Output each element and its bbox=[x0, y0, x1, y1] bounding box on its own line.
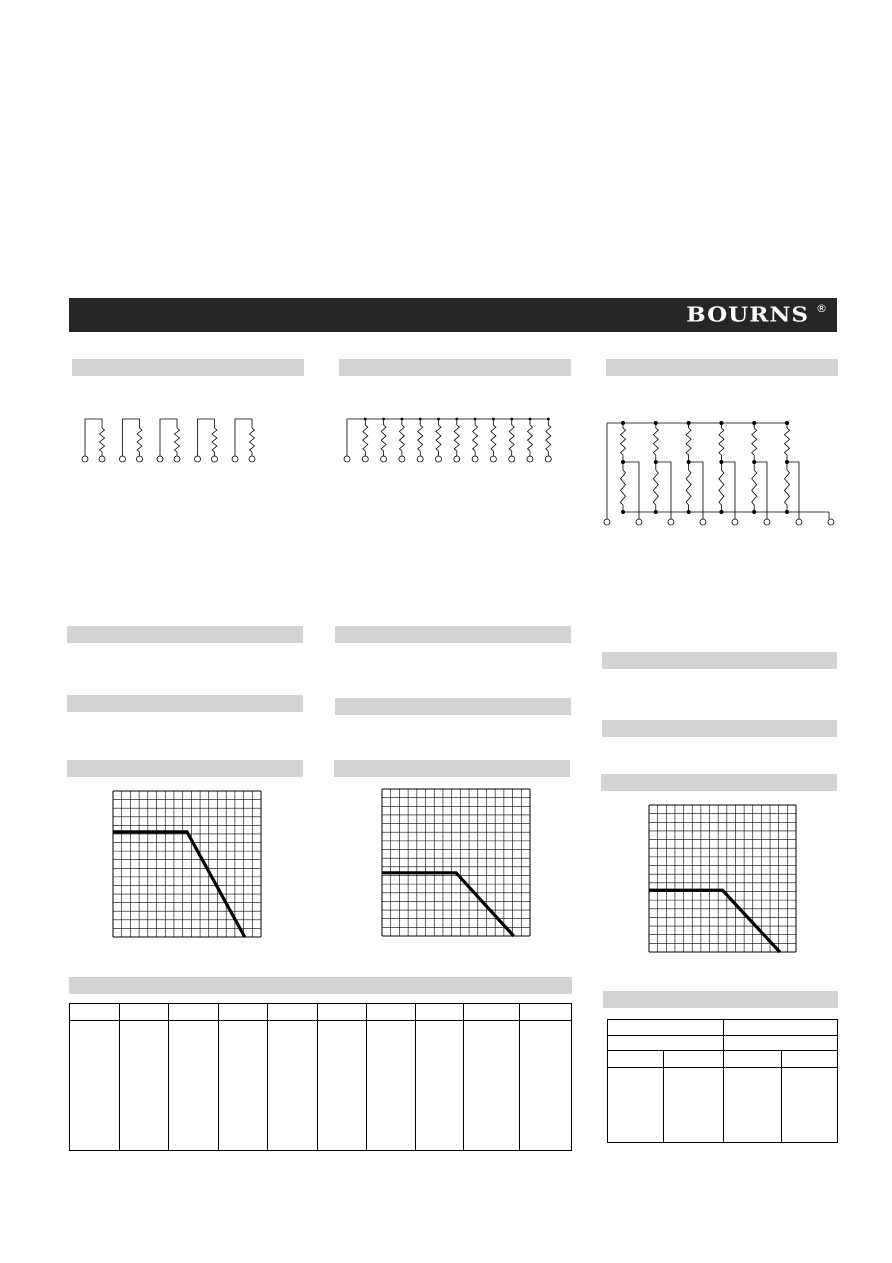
resistor-upper bbox=[653, 428, 658, 455]
pin bbox=[732, 519, 738, 525]
pin bbox=[604, 519, 610, 525]
resistor-lower bbox=[653, 470, 658, 505]
bourns-logo: BOURNS bbox=[686, 302, 809, 327]
resistor-lower bbox=[686, 470, 691, 505]
pin bbox=[668, 519, 674, 525]
resistor-upper bbox=[752, 428, 757, 455]
derating-curve bbox=[382, 873, 514, 936]
resistor-lower bbox=[621, 470, 626, 505]
resistor-upper bbox=[621, 428, 626, 455]
resistor-upper bbox=[686, 428, 691, 455]
resistor-lower bbox=[785, 470, 790, 505]
resistor-upper bbox=[719, 428, 724, 455]
pin bbox=[796, 519, 802, 525]
derating-chart-col2 bbox=[382, 789, 530, 936]
derating-curve bbox=[649, 890, 780, 952]
resistor-lower bbox=[719, 470, 724, 505]
side-table bbox=[607, 1019, 838, 1143]
main-table bbox=[69, 1003, 572, 1151]
derating-curve bbox=[113, 832, 245, 937]
pin bbox=[764, 519, 770, 525]
pin bbox=[828, 519, 834, 525]
pin bbox=[636, 519, 642, 525]
registered-mark: ® bbox=[816, 302, 827, 315]
resistor-lower bbox=[752, 470, 757, 505]
derating-chart-col3 bbox=[649, 805, 796, 952]
derating-chart-col1 bbox=[113, 791, 261, 937]
resistor-upper bbox=[785, 428, 790, 455]
pin bbox=[700, 519, 706, 525]
